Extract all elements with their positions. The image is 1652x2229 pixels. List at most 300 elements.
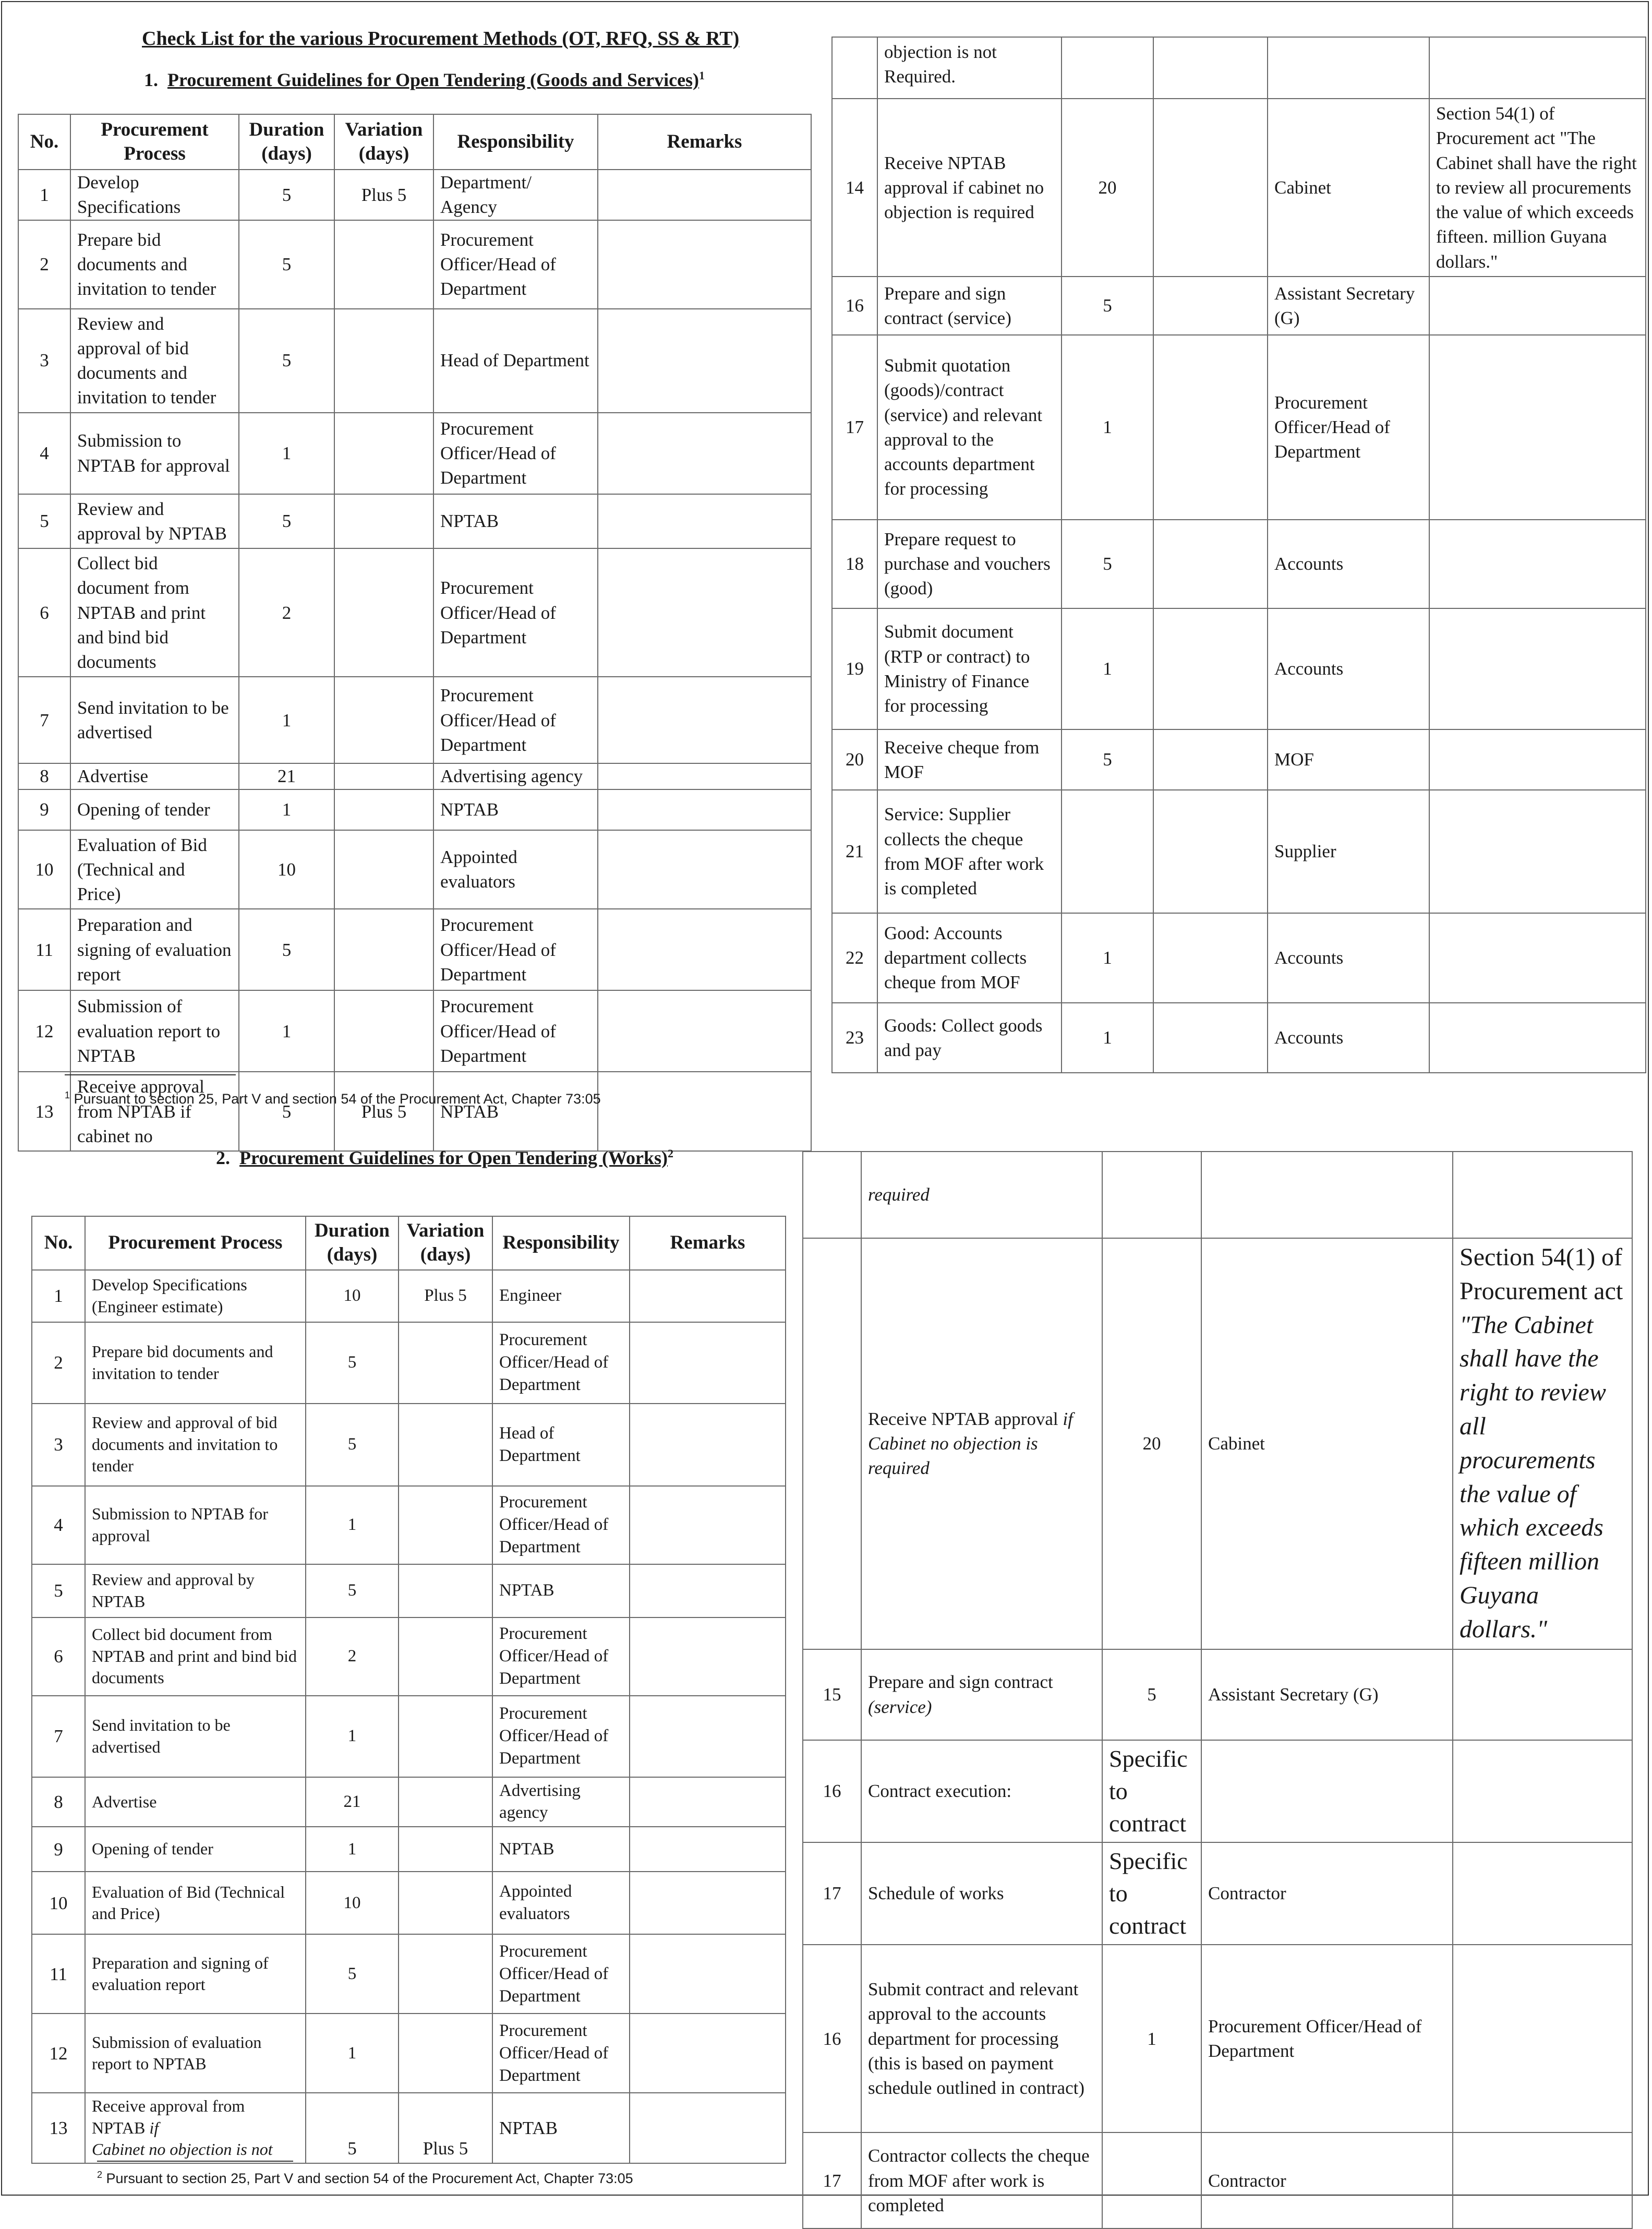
cell-no — [803, 1152, 861, 1238]
table-row — [832, 37, 1646, 99]
cell-no: 9 — [18, 789, 70, 830]
cell-responsibility: Assistant Secretary (G) — [1201, 1649, 1453, 1740]
cell-no — [832, 37, 877, 99]
cell-remarks — [630, 1872, 786, 1934]
cell-duration: Specific to contract — [1102, 1842, 1201, 1945]
cell-duration — [1062, 37, 1153, 99]
cell-variation — [1153, 99, 1268, 277]
table-row — [18, 677, 811, 763]
cell-responsibility: Procurement Officer/Head of Department — [492, 1486, 630, 1564]
process-italic: (service) — [868, 1696, 932, 1717]
cell-process: Review and approval by NPTAB — [85, 1564, 306, 1617]
table-row — [18, 413, 811, 494]
cell-responsibility: NPTAB — [492, 2093, 630, 2163]
cell-no: 1 — [32, 1270, 85, 1322]
cell-variation — [399, 1777, 492, 1827]
cell-no: 7 — [18, 677, 70, 763]
table-row — [32, 1404, 786, 1486]
cell-duration: 1 — [306, 2014, 399, 2093]
cell-process: Receive cheque from MOF — [877, 729, 1062, 790]
table-row — [18, 220, 811, 309]
cell-no: 6 — [18, 548, 70, 677]
cell-process: Advertise — [70, 763, 239, 789]
cell-no: 4 — [32, 1486, 85, 1564]
cell-process: Receive approval from NPTAB if cabinet no — [70, 1072, 239, 1151]
cell-duration: 1 — [239, 413, 334, 494]
cell-remarks — [1429, 790, 1646, 913]
table-row — [803, 1945, 1632, 2132]
cell-process: Submit contract and relevant approval to the accounts department for processing (this is based on payment schedule outlined in contract) — [861, 1945, 1102, 2132]
header-duration: Duration (days) — [306, 1216, 399, 1270]
section2-ref: 2 — [668, 1147, 674, 1160]
cell-remarks — [1429, 1003, 1646, 1073]
cell-variation — [1201, 1152, 1453, 1238]
cell-duration: 10 — [306, 1270, 399, 1322]
cell-process: Prepare bid documents and invitation to tender — [85, 1322, 306, 1404]
process-italic: if — [149, 2118, 159, 2137]
cell-variation — [1153, 729, 1268, 790]
section2-number: 2. — [216, 1147, 230, 1168]
cell-remarks — [598, 220, 811, 309]
table-row — [32, 1696, 786, 1777]
cell-responsibility: Procurement Officer/Head of Department — [492, 1322, 630, 1404]
cell-remarks — [1453, 1842, 1632, 1945]
cell-no: 16 — [803, 1945, 861, 2132]
cell-variation — [334, 909, 433, 990]
cell-no: 8 — [32, 1777, 85, 1827]
cell-remarks — [630, 1696, 786, 1777]
table-row — [803, 1238, 1632, 1649]
cell-no: 15 — [803, 1649, 861, 1740]
cell-remarks — [1429, 520, 1646, 608]
footnote-mark: 2 — [97, 2170, 103, 2180]
cell-duration: 10 — [239, 830, 334, 909]
cell-process: required — [861, 1152, 1102, 1238]
cell-variation — [334, 677, 433, 763]
cell-responsibility: NPTAB — [433, 789, 598, 830]
cell-duration: Specific to contract — [1102, 1740, 1201, 1842]
cell-responsibility: Appointed evaluators — [492, 1872, 630, 1934]
cell-no: 4 — [18, 413, 70, 494]
cell-remarks — [1453, 1649, 1632, 1740]
section1-title: Procurement Guidelines for Open Tendering (Goods and Services) — [167, 69, 700, 90]
cell-process: Submission to NPTAB for approval — [70, 413, 239, 494]
cell-no: 23 — [832, 1003, 877, 1073]
cell-responsibility — [1201, 1740, 1453, 1842]
cell-duration: 1 — [1102, 1945, 1201, 2132]
table-row — [832, 1003, 1646, 1073]
cell-duration: 1 — [1062, 608, 1153, 729]
cell-responsibility: Cabinet — [1268, 99, 1429, 277]
cell-duration: 5 — [239, 309, 334, 413]
cell-process: objection is not Required. — [877, 37, 1062, 99]
cell-process: Submit document (RTP or contract) to Ministry of Finance for processing — [877, 608, 1062, 729]
cell-variation — [334, 990, 433, 1072]
cell-no: 7 — [32, 1696, 85, 1777]
cell-variation — [334, 548, 433, 677]
cell-duration: 5 — [306, 1564, 399, 1617]
cell-no: 9 — [32, 1827, 85, 1872]
cell-process: Contractor collects the cheque from MOF after work is completed — [861, 2132, 1102, 2228]
cell-variation — [1153, 1003, 1268, 1073]
cell-no: 20 — [832, 729, 877, 790]
cell-process: Advertise — [85, 1777, 306, 1827]
cell-process: Send invitation to be advertised — [70, 677, 239, 763]
remarks-text: Section 54(1) of Procurement act — [1460, 1243, 1623, 1305]
cell-responsibility: MOF — [1268, 729, 1429, 790]
cell-responsibility: Accounts — [1268, 913, 1429, 1003]
cell-process: Submit quotation (goods)/contract (service) and relevant approval to the accounts department for processing — [877, 335, 1062, 520]
cell-process — [861, 1238, 1102, 1649]
cell-process: Send invitation to be advertised — [85, 1696, 306, 1777]
table-row — [18, 763, 811, 789]
table-body-last — [32, 2093, 786, 2163]
footnote-1 — [65, 1090, 601, 1107]
cell-remarks — [598, 789, 811, 830]
cell-responsibility: NPTAB — [433, 1072, 598, 1151]
cell-duration: 5 — [306, 1322, 399, 1404]
cell-variation — [334, 763, 433, 789]
cell-process — [85, 2093, 306, 2163]
table-row — [18, 309, 811, 413]
cell-remarks — [630, 1934, 786, 2014]
cell-duration: 1 — [1062, 1003, 1153, 1073]
header-variation: Variation (days) — [334, 114, 433, 170]
cell-no: 16 — [832, 277, 877, 335]
cell-responsibility: Procurement Officer/Head of Department — [492, 1617, 630, 1696]
cell-process: Review and approval of bid documents and invitation to tender — [70, 309, 239, 413]
cell-responsibility: Procurement Officer/Head of Department — [1268, 335, 1429, 520]
cell-no: 17 — [803, 2132, 861, 2228]
cell-duration: 1 — [306, 1827, 399, 1872]
cell-remarks — [1429, 37, 1646, 99]
cell-duration: 5 — [1102, 1649, 1201, 1740]
cell-remarks — [1429, 608, 1646, 729]
cell-process: Review and approval by NPTAB — [70, 494, 239, 549]
footnote-2 — [97, 2170, 633, 2187]
table-row — [803, 1649, 1632, 1740]
table-goods-services-continued — [831, 37, 1646, 1073]
cell-responsibility: Procurement Officer/Head of Department — [433, 548, 598, 677]
cell-no: 6 — [32, 1617, 85, 1696]
cell-variation — [399, 1934, 492, 2014]
cell-responsibility: Cabinet — [1201, 1238, 1453, 1649]
page-title: Check List for the various Procurement Methods (OT, RFQ, SS & RT) — [142, 28, 740, 50]
cell-variation — [399, 1564, 492, 1617]
footnote-divider — [65, 1074, 236, 1075]
header-remarks: Remarks — [630, 1216, 786, 1270]
cell-process: Preparation and signing of evaluation report — [70, 909, 239, 990]
table-body — [803, 1152, 1632, 1740]
cell-variation — [1153, 37, 1268, 99]
cell-responsibility: Accounts — [1268, 608, 1429, 729]
cell-no: 10 — [32, 1872, 85, 1934]
cell-duration: 5 — [239, 494, 334, 549]
header-no: No. — [18, 114, 70, 170]
cell-remarks — [598, 990, 811, 1072]
cell-responsibility: Head of Department — [433, 309, 598, 413]
cell-responsibility: Procurement Officer/Head of Department — [1201, 1945, 1453, 2132]
cell-duration: 2 — [306, 1617, 399, 1696]
cell-process: Good: Accounts department collects cheque from MOF — [877, 913, 1062, 1003]
cell-remarks — [598, 763, 811, 789]
cell-responsibility: Advertising agency — [433, 763, 598, 789]
table-row — [32, 2093, 786, 2163]
cell-variation — [1153, 277, 1268, 335]
cell-duration: 5 — [1062, 520, 1153, 608]
cell-responsibility: Advertising agency — [492, 1777, 630, 1827]
cell-no: 18 — [832, 520, 877, 608]
cell-duration — [1062, 790, 1153, 913]
table-body — [18, 170, 811, 1151]
cell-responsibility: NPTAB — [492, 1564, 630, 1617]
footnote-text: Pursuant to section 25, Part V and section 54 of the Procurement Act, Chapter 73:05 — [106, 2171, 633, 2186]
cell-no: 2 — [32, 1322, 85, 1404]
cell-process: Collect bid document from NPTAB and print and bind bid documents — [70, 548, 239, 677]
table-row — [18, 1072, 811, 1151]
cell-no: 3 — [32, 1404, 85, 1486]
cell-process — [861, 1649, 1102, 1740]
table-row — [32, 1322, 786, 1404]
cell-process: Opening of tender — [85, 1827, 306, 1872]
cell-variation: Plus 5 — [399, 1270, 492, 1322]
cell-duration: 5 — [306, 2093, 399, 2163]
cell-variation — [334, 789, 433, 830]
header-responsibility: Responsibility — [433, 114, 598, 170]
remarks-italic: "The Cabinet shall have the right to review all procurements the value of which exceeds fifteen million Guyana dollars." — [1460, 1311, 1606, 1643]
cell-process: Prepare request to purchase and vouchers (good) — [877, 520, 1062, 608]
header-responsibility: Responsibility — [492, 1216, 630, 1270]
cell-remarks: Section 54(1) of Procurement act "The Cabinet shall have the right to review all procurements the value of which exceeds fifteen. million Guyana dollars." — [1429, 99, 1646, 277]
table-row — [832, 790, 1646, 913]
cell-variation — [334, 830, 433, 909]
table-row — [32, 1564, 786, 1617]
cell-duration: 1 — [239, 789, 334, 830]
cell-duration: 5 — [239, 909, 334, 990]
table-row — [32, 1486, 786, 1564]
footnote-mark: 1 — [65, 1090, 70, 1100]
cell-duration: 5 — [1062, 277, 1153, 335]
cell-responsibility: Procurement Officer/Head of Department — [433, 909, 598, 990]
cell-variation — [399, 1617, 492, 1696]
cell-variation: Plus 5 — [399, 2093, 492, 2163]
cell-remarks — [598, 1072, 811, 1151]
table-row — [32, 1934, 786, 2014]
cell-no: 11 — [18, 909, 70, 990]
process-italic-2: Cabinet no objection is not — [92, 2140, 273, 2159]
cell-no: 8 — [18, 763, 70, 789]
process-text: Prepare and sign contract — [868, 1672, 1053, 1693]
process-text: Receive NPTAB approval — [868, 1408, 1063, 1429]
table-row — [832, 729, 1646, 790]
cell-responsibility: Procurement Officer/Head of Department — [492, 2014, 630, 2093]
cell-responsibility: Procurement Officer/Head of Department — [433, 220, 598, 309]
cell-process: Prepare bid documents and invitation to tender — [70, 220, 239, 309]
cell-process: Evaluation of Bid (Technical and Price) — [85, 1872, 306, 1934]
cell-duration: 2 — [239, 548, 334, 677]
table-row — [32, 1827, 786, 1872]
cell-variation — [334, 494, 433, 549]
cell-duration — [1102, 2132, 1201, 2228]
cell-no: 10 — [18, 830, 70, 909]
cell-no: 12 — [32, 2014, 85, 2093]
cell-variation — [399, 2014, 492, 2093]
cell-no: 13 — [18, 1072, 70, 1151]
section1-ref: 1 — [699, 69, 705, 82]
header-variation: Variation (days) — [399, 1216, 492, 1270]
cell-responsibility: Procurement Officer/Head of Department — [433, 990, 598, 1072]
table-row — [803, 1842, 1632, 1945]
cell-no: 19 — [832, 608, 877, 729]
cell-process: Schedule of works — [861, 1842, 1102, 1945]
cell-remarks — [598, 494, 811, 549]
cell-process: Prepare and sign contract (service) — [877, 277, 1062, 335]
cell-variation — [399, 1827, 492, 1872]
table-row — [18, 789, 811, 830]
cell-no: 3 — [18, 309, 70, 413]
cell-responsibility: Assistant Secretary (G) — [1268, 277, 1429, 335]
cell-variation — [1153, 790, 1268, 913]
cell-remarks — [630, 1617, 786, 1696]
cell-remarks — [1429, 729, 1646, 790]
cell-variation — [334, 309, 433, 413]
cell-variation — [399, 1486, 492, 1564]
section2-title: Procurement Guidelines for Open Tendering (Works) — [239, 1147, 668, 1168]
cell-remarks — [1453, 1740, 1632, 1842]
cell-duration: 1 — [306, 1486, 399, 1564]
cell-duration: 5 — [1062, 729, 1153, 790]
cell-process: Service: Supplier collects the cheque from MOF after work is completed — [877, 790, 1062, 913]
cell-remarks — [1429, 913, 1646, 1003]
cell-duration: 20 — [1062, 99, 1153, 277]
cell-remarks — [598, 830, 811, 909]
header-no: No. — [32, 1216, 85, 1270]
table-row — [18, 494, 811, 549]
cell-process: Review and approval of bid documents and invitation to tender — [85, 1404, 306, 1486]
cell-variation — [334, 220, 433, 309]
table-row — [832, 335, 1646, 520]
cell-remarks — [1453, 1152, 1632, 1238]
cell-remarks — [1453, 2132, 1632, 2228]
cell-duration: 10 — [306, 1872, 399, 1934]
cell-responsibility: Engineer — [492, 1270, 630, 1322]
cell-process: Receive NPTAB approval if cabinet no objection is required — [877, 99, 1062, 277]
cell-process: Contract execution: — [861, 1740, 1102, 1842]
cell-duration: 5 — [239, 170, 334, 220]
cell-process: Submission to NPTAB for approval — [85, 1486, 306, 1564]
cell-responsibility: NPTAB — [492, 1827, 630, 1872]
cell-remarks — [598, 909, 811, 990]
table-header-row — [32, 1216, 786, 1270]
table-row — [18, 990, 811, 1072]
cell-process: Opening of tender — [70, 789, 239, 830]
table-row — [18, 830, 811, 909]
cell-remarks — [1429, 335, 1646, 520]
cell-remarks — [630, 1270, 786, 1322]
cell-process: Evaluation of Bid (Technical and Price) — [70, 830, 239, 909]
cell-no: 17 — [832, 335, 877, 520]
cell-variation — [399, 1872, 492, 1934]
cell-duration: 1 — [306, 1696, 399, 1777]
table-works — [31, 1216, 786, 2164]
cell-no: 1 — [18, 170, 70, 220]
cell-variation — [334, 413, 433, 494]
table-body — [832, 37, 1646, 1073]
header-remarks: Remarks — [598, 114, 811, 170]
cell-variation — [1153, 608, 1268, 729]
cell-duration: 5 — [306, 1404, 399, 1486]
table-header-row — [18, 114, 811, 170]
table-row — [18, 548, 811, 677]
cell-variation — [399, 1404, 492, 1486]
cell-variation: Plus 5 — [334, 1072, 433, 1151]
footnote-divider — [97, 2161, 293, 2162]
cell-remarks — [630, 1404, 786, 1486]
cell-responsibility — [1268, 37, 1429, 99]
cell-remarks — [598, 548, 811, 677]
cell-no: 11 — [32, 1934, 85, 2014]
section2-heading — [216, 1147, 673, 1169]
cell-process: Submission of evaluation report to NPTAB — [85, 2014, 306, 2093]
cell-remarks — [630, 1322, 786, 1404]
cell-no: 14 — [832, 99, 877, 277]
cell-responsibility: NPTAB — [433, 494, 598, 549]
table-goods-services — [18, 114, 812, 1152]
cell-variation — [399, 1322, 492, 1404]
cell-process: Develop Specifications — [70, 170, 239, 220]
process-text: Receive approval from NPTAB — [92, 2096, 245, 2137]
cell-responsibility: Procurement Officer/Head of Department — [433, 677, 598, 763]
table-works-continued — [802, 1151, 1633, 2229]
cell-remarks — [630, 2093, 786, 2163]
cell-no: 16 — [803, 1740, 861, 1842]
table-body-continued — [803, 1740, 1632, 2229]
cell-process: Collect bid document from NPTAB and print and bind bid documents — [85, 1617, 306, 1696]
cell-duration: 21 — [239, 763, 334, 789]
cell-remarks — [1429, 277, 1646, 335]
table-row — [32, 1270, 786, 1322]
cell-responsibility: Accounts — [1268, 1003, 1429, 1073]
table-row — [32, 1777, 786, 1827]
cell-responsibility: Department/ Agency — [433, 170, 598, 220]
cell-no: 21 — [832, 790, 877, 913]
cell-responsibility: Contractor — [1201, 2132, 1453, 2228]
cell-duration: 1 — [1062, 913, 1153, 1003]
cell-process: Submission of evaluation report to NPTAB — [70, 990, 239, 1072]
process-italic: if Cabinet no objection is required — [868, 1408, 1073, 1479]
cell-no: 22 — [832, 913, 877, 1003]
cell-variation — [1153, 520, 1268, 608]
cell-remarks — [598, 413, 811, 494]
table-row — [832, 913, 1646, 1003]
table-row — [803, 1152, 1632, 1238]
cell-no: 5 — [18, 494, 70, 549]
cell-no: 5 — [32, 1564, 85, 1617]
cell-remarks — [630, 1827, 786, 1872]
cell-variation — [1153, 335, 1268, 520]
table-row — [803, 2132, 1632, 2228]
cell-duration: 1 — [239, 990, 334, 1072]
cell-duration: 5 — [239, 1072, 334, 1151]
cell-duration: 1 — [1062, 335, 1153, 520]
cell-variation — [399, 1696, 492, 1777]
table-row — [803, 1740, 1632, 1842]
header-process: Procurement Process — [70, 114, 239, 170]
cell-duration: 5 — [239, 220, 334, 309]
cell-remarks — [1453, 1945, 1632, 2132]
cell-variation — [1153, 913, 1268, 1003]
cell-remarks — [598, 677, 811, 763]
